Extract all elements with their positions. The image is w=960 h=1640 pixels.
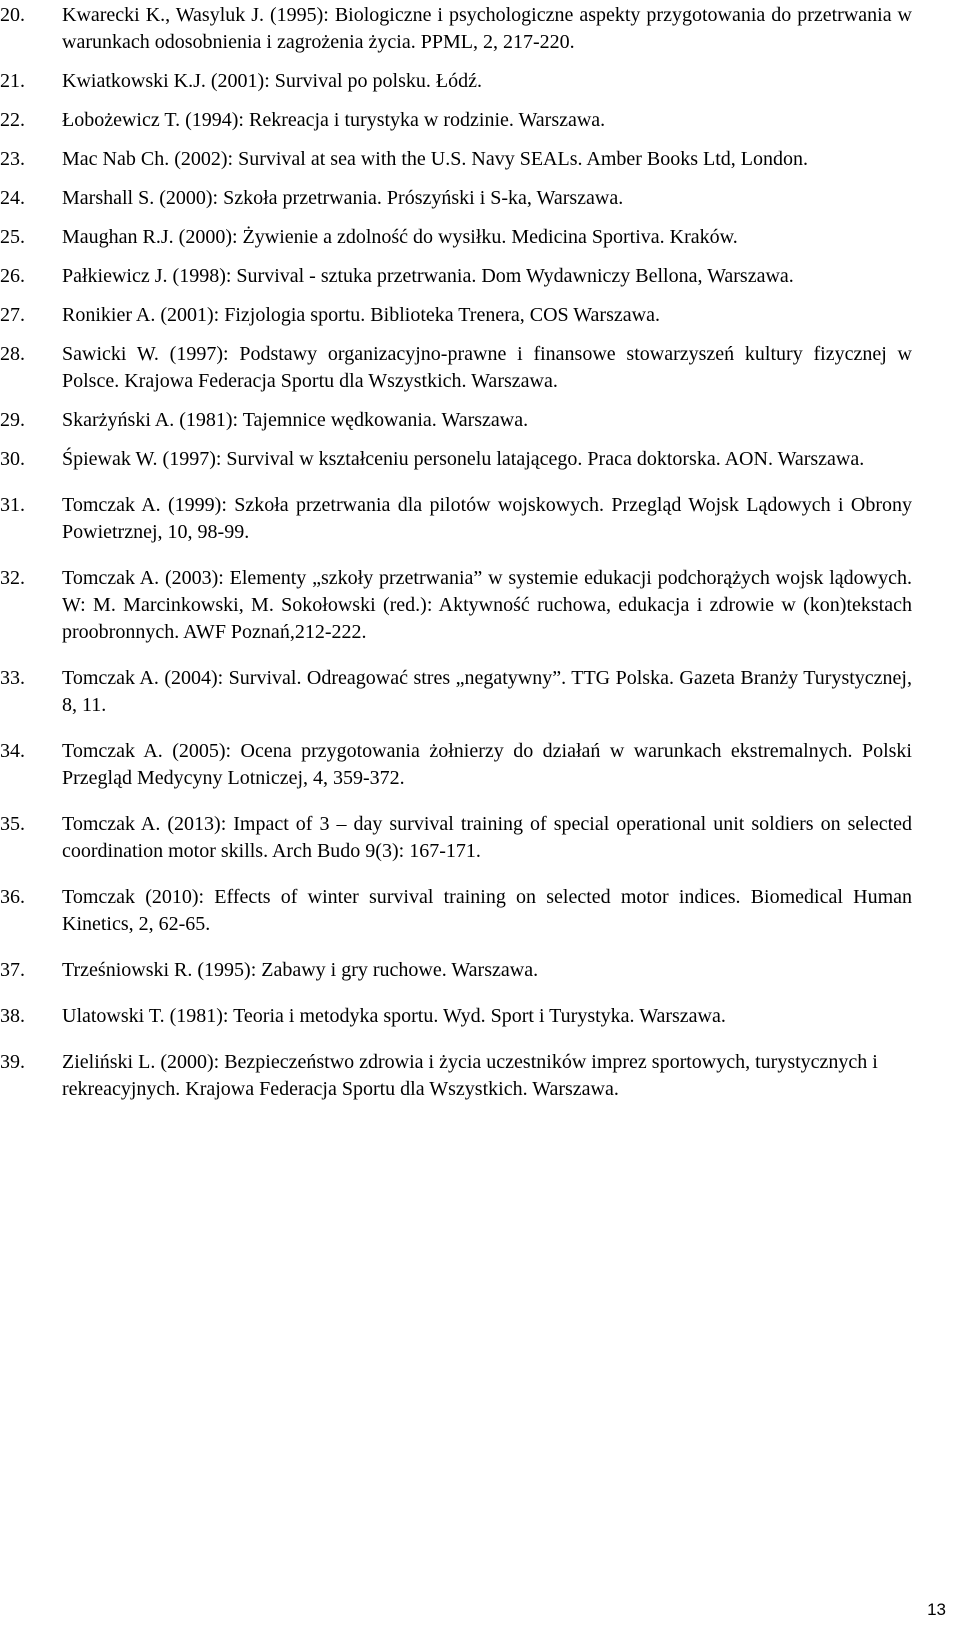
reference-number: 39. bbox=[0, 1051, 25, 1073]
reference-text: Marshall S. (2000): Szkoła przetrwania. Prószyński i S-ka, Warszawa. bbox=[62, 187, 624, 209]
reference-item bbox=[0, 665, 960, 719]
reference-text: Łobożewicz T. (1994): Rekreacja i turystyka w rodzinie. Warszawa. bbox=[62, 109, 606, 131]
reference-item bbox=[0, 811, 960, 865]
reference-text: Kwarecki K., Wasyluk J. (1995): Biologiczne i psychologiczne aspekty przygotowania do przetrwania w warunkach odosobnienia i zagrożenia życia. PPML, 2, 217-220. bbox=[62, 4, 912, 53]
reference-item bbox=[0, 407, 960, 434]
reference-text: Tomczak A. (2013): Impact of 3 – day survival training of special operational unit soldiers on selected coordination motor skills. Arch Budo 9(3): 167-171. bbox=[62, 813, 912, 862]
reference-item bbox=[0, 1003, 960, 1030]
reference-text: Ronikier A. (2001): Fizjologia sportu. Biblioteka Trenera, COS Warszawa. bbox=[62, 304, 660, 326]
reference-number: 33. bbox=[0, 667, 25, 689]
reference-item bbox=[0, 302, 960, 329]
reference-item bbox=[0, 1049, 960, 1103]
reference-text: Ulatowski T. (1981): Teoria i metodyka sportu. Wyd. Sport i Turystyka. Warszawa. bbox=[62, 1005, 726, 1027]
reference-item bbox=[0, 341, 960, 395]
reference-text: Mac Nab Ch. (2002): Survival at sea with the U.S. Navy SEALs. Amber Books Ltd, London. bbox=[62, 148, 809, 170]
reference-text: Tomczak A. (2005): Ocena przygotowania żołnierzy do działań w warunkach ekstremalnych. Polski Przegląd Medycyny Lotniczej, 4, 359-372. bbox=[62, 740, 912, 789]
reference-text: Tomczak (2010): Effects of winter survival training on selected motor indices. Biomedical Human Kinetics, 2, 62-65. bbox=[62, 886, 912, 935]
reference-item bbox=[0, 263, 960, 290]
reference-text: Sawicki W. (1997): Podstawy organizacyjno-prawne i finansowe stowarzyszeń kultury fizycznej w Polsce. Krajowa Federacja Sportu dla Wszystkich. Warszawa. bbox=[62, 343, 912, 392]
reference-number: 35. bbox=[0, 813, 25, 835]
reference-number: 29. bbox=[0, 409, 25, 431]
reference-text: Maughan R.J. (2000): Żywienie a zdolność do wysiłku. Medicina Sportiva. Kraków. bbox=[62, 226, 738, 248]
reference-text: Skarżyński A. (1981): Tajemnice wędkowania. Warszawa. bbox=[62, 409, 529, 431]
reference-number: 24. bbox=[0, 187, 25, 209]
reference-item bbox=[0, 565, 960, 646]
reference-number: 25. bbox=[0, 226, 25, 248]
reference-number: 27. bbox=[0, 304, 25, 326]
page-number: 13 bbox=[927, 1600, 946, 1619]
reference-number: 31. bbox=[0, 494, 25, 516]
reference-text: Zieliński L. (2000): Bezpieczeństwo zdrowia i życia uczestników imprez sportowych, turystycznych i rekreacyjnych. Krajowa Federacja Sportu dla Wszystkich. Warszawa. bbox=[62, 1051, 878, 1100]
reference-item bbox=[0, 492, 960, 546]
reference-item bbox=[0, 2, 960, 56]
reference-item bbox=[0, 185, 960, 212]
reference-number: 34. bbox=[0, 740, 25, 762]
reference-number: 23. bbox=[0, 148, 25, 170]
reference-item bbox=[0, 957, 960, 984]
reference-text: Pałkiewicz J. (1998): Survival - sztuka przetrwania. Dom Wydawniczy Bellona, Warszawa. bbox=[62, 265, 794, 287]
reference-item bbox=[0, 224, 960, 251]
reference-number: 30. bbox=[0, 448, 25, 470]
reference-item bbox=[0, 107, 960, 134]
reference-item bbox=[0, 738, 960, 792]
reference-number: 37. bbox=[0, 959, 25, 981]
reference-text: Trześniowski R. (1995): Zabawy i gry ruchowe. Warszawa. bbox=[62, 959, 539, 981]
reference-number: 28. bbox=[0, 343, 25, 365]
reference-text: Tomczak A. (1999): Szkoła przetrwania dla pilotów wojskowych. Przegląd Wojsk Lądowych i Obrony Powietrznej, 10, 98-99. bbox=[62, 494, 912, 543]
reference-number: 32. bbox=[0, 567, 25, 589]
reference-number: 22. bbox=[0, 109, 25, 131]
reference-text: Tomczak A. (2004): Survival. Odreagować stres „negatywny”. TTG Polska. Gazeta Branży Turystycznej, 8, 11. bbox=[62, 667, 912, 716]
reference-item bbox=[0, 446, 960, 473]
reference-number: 21. bbox=[0, 70, 25, 92]
reference-number: 20. bbox=[0, 4, 25, 26]
bibliography-list bbox=[0, 2, 960, 1103]
reference-item bbox=[0, 68, 960, 95]
reference-number: 36. bbox=[0, 886, 25, 908]
reference-text: Śpiewak W. (1997): Survival w kształceniu personelu latającego. Praca doktorska. AON. Warszawa. bbox=[62, 448, 865, 470]
reference-item bbox=[0, 146, 960, 173]
reference-item bbox=[0, 884, 960, 938]
reference-number: 26. bbox=[0, 265, 25, 287]
reference-number: 38. bbox=[0, 1005, 25, 1027]
reference-text: Tomczak A. (2003): Elementy „szkoły przetrwania” w systemie edukacji podchorążych wojsk lądowych. W: M. Marcinkowski, M. Sokołowski (red.): Aktywność ruchowa, edukacja i zdrowie w (kon)tekstach proobronnych. AWF Poznań,212-222. bbox=[62, 567, 912, 643]
reference-text: Kwiatkowski K.J. (2001): Survival po polsku. Łódź. bbox=[62, 70, 482, 92]
